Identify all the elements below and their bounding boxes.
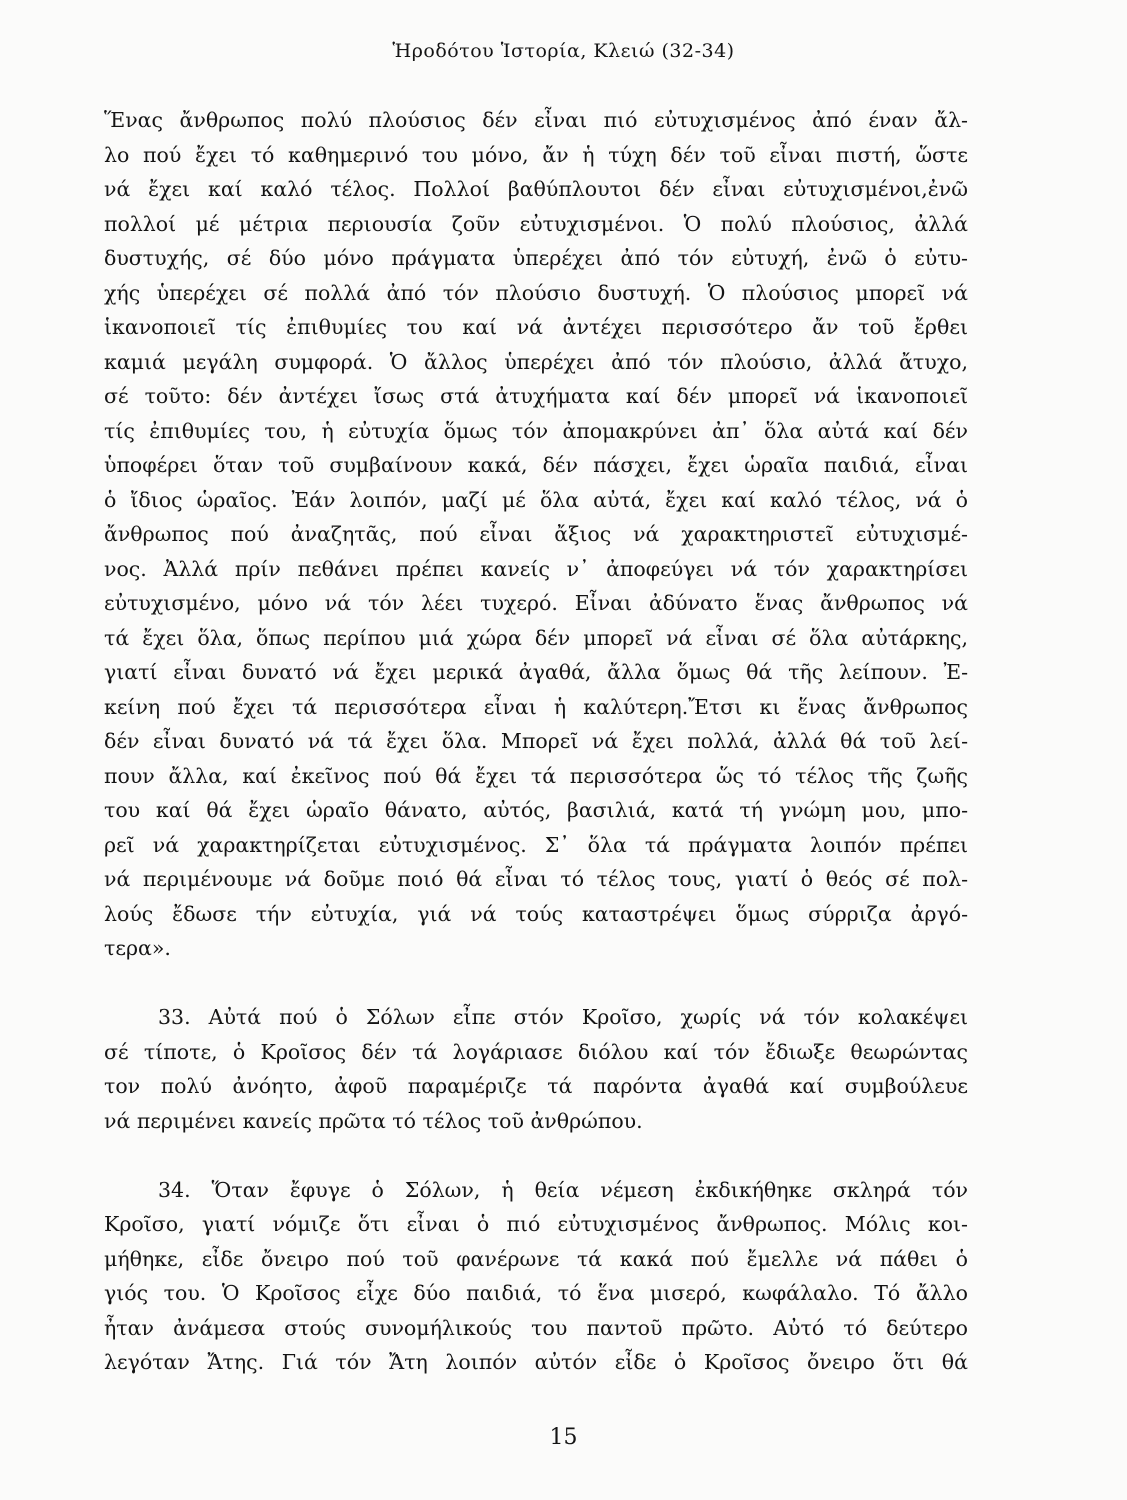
text-line: ὑποφέρει ὅταν τοῦ συμβαίνουν κακά, δέν πάσχει, ἔχει ὡραῖα παιδιά, εἶναι [104, 453, 968, 477]
text-line: Ἕνας ἄνθρωπος πολύ πλούσιος δέν εἶναι πιό εὐτυχισμένος ἀπό έναν ἄλ- [104, 108, 968, 132]
text-line: νος. Ἀλλά πρίν πεθάνει πρέπει κανείς ν᾽ ἀποφεύγει νά τόν χαρακτηρίσει [104, 556, 968, 581]
text-line: γιατί εἶναι δυνατό νά ἔχει μερικά ἀγαθά, ἄλλα ὅμως θά τῆς λείπουν. Ἐ- [104, 660, 968, 684]
text-line: τίς ἐπιθυμίες του, ἡ εὐτυχία ὅμως τόν ἀπομακρύνει ἀπ᾽ ὅλα αὐτά καί δέν [104, 418, 968, 443]
text-line: γιός του. Ὁ Κροῖσος εἶχε δύο παιδιά, τό ἕνα μισερό, κωφάλαλο. Τό ἄλλο [104, 1281, 968, 1305]
text-line: νά ἔχει καί καλό τέλος. Πολλοί βαθύπλουτοι δέν εἶναι εὐτυχισμένοι,ἐνῶ [104, 177, 968, 201]
page-number: 15 [549, 1425, 578, 1450]
text-line: κείνη πού ἔχει τά περισσότερα εἶναι ἡ καλύτερη.Ἔτσι κι ἕνας ἄνθρωπος [104, 694, 968, 719]
text-line: ἦταν ἀνάμεσα στούς συνομήλικούς του παντοῦ πρῶτο. Αὐτό τό δεύτερο [104, 1315, 968, 1340]
text-line: νά περιμένουμε νά δοῦμε ποιό θά εἶναι τό τέλος τους, γιατί ὁ θεός σέ πολ- [104, 867, 968, 891]
text-line: λεγόταν Ἄτης. Γιά τόν Ἄτη λοιπόν αὐτόν εἶδε ὁ Κροῖσος ὄνειρο ὅτι θά [104, 1350, 968, 1374]
text-line: ἱκανοποιεῖ τίς ἐπιθυμίες του καί νά ἀντέχει περισσότερο ἄν τοῦ ἔρθει [104, 315, 968, 339]
text-line: εὐτυχισμένο, μόνο νά τόν λέει τυχερό. Εἶναι ἀδύνατο ἕνας ἄνθρωπος νά [104, 591, 968, 615]
text-line: νά περιμένει κανείς πρῶτα τό τέλος τοῦ ἀνθρώπου. [104, 1108, 643, 1133]
text-line: τερα». [104, 936, 171, 960]
text-line: λο πού ἔχει τό καθημερινό του μόνο, ἄν ἡ τύχη δέν τοῦ εἶναι πιστή, ὥστε [104, 142, 968, 167]
text-line: χής ὑπερέχει σέ πολλά ἀπό τόν πλούσιο δυστυχή. Ὁ πλούσιος μπορεῖ νά [104, 280, 968, 305]
text-line: λούς ἔδωσε τήν εὐτυχία, γιά νά τούς καταστρέψει ὅμως σύρριζα ἀργό- [104, 901, 968, 926]
text-line: 33. Αὐτά πού ὁ Σόλων εἶπε στόν Κροῖσο, χωρίς νά τόν κολακέψει [158, 1005, 968, 1029]
text-line: δυστυχής, σέ δύο μόνο πράγματα ὑπερέχει ἀπό τόν εὐτυχή, ἐνῶ ὁ εὐτυ- [104, 246, 968, 270]
text-line: δέν εἶναι δυνατό νά τά ἔχει ὅλα. Μπορεῖ νά ἔχει πολλά, ἀλλά θά τοῦ λεί- [104, 729, 968, 753]
text-line: του καί θά ἔχει ὡραῖο θάνατο, αὐτός, βασιλιά, κατά τή γνώμη μου, μπο- [104, 798, 968, 822]
text-line: σέ τίποτε, ὁ Κροῖσος δέν τά λογάριασε διόλου καί τόν ἔδιωξε θεωρώντας [104, 1039, 968, 1064]
body-text [104, 103, 968, 1380]
running-head: Ἡροδότου Ἱστορία, Κλειώ (32-34) [392, 40, 735, 62]
text-line: σέ τοῦτο: δέν ἀντέχει ἴσως στά ἀτυχήματα καί δέν μπορεῖ νά ἱκανοποιεῖ [104, 384, 968, 408]
text-line: μήθηκε, εἶδε ὄνειρο πού τοῦ φανέρωνε τά κακά πού ἔμελλε νά πάθει ὁ [104, 1246, 968, 1271]
text-line: Κροῖσο, γιατί νόμιζε ὅτι εἶναι ὁ πιό εὐτυχισμένος ἄνθρωπος. Μόλις κοι- [104, 1212, 968, 1236]
text-line: καμιά μεγάλη συμφορά. Ὁ ἄλλος ὑπερέχει ἀπό τόν πλούσιο, ἀλλά ἄτυχο, [104, 349, 968, 374]
text-line: ὁ ἴδιος ὡραῖος. Ἐάν λοιπόν, μαζί μέ ὅλα αὐτά, ἔχει καί καλό τέλος, νά ὁ [104, 487, 968, 512]
text-line: τον πολύ ἀνόητο, ἀφοῦ παραμέριζε τά παρόντα ἀγαθά καί συμβούλευε [104, 1074, 968, 1098]
text-line: πουν ἄλλα, καί ἐκεῖνος πού θά ἔχει τά περισσότερα ὥς τό τέλος τῆς ζωῆς [104, 763, 968, 788]
text-line: πολλοί μέ μέτρια περιουσία ζοῦν εὐτυχισμένοι. Ὁ πολύ πλούσιος, ἀλλά [104, 211, 968, 236]
text-line: ρεῖ νά χαρακτηρίζεται εὐτυχισμένος. Σ᾽ ὅλα τά πράγματα λοιπόν πρέπει [104, 832, 968, 857]
text-line: ἄνθρωπος πού ἀναζητᾶς, πού εἶναι ἄξιος νά χαρακτηριστεῖ εὐτυχισμέ- [104, 522, 968, 546]
text-line: τά ἔχει ὅλα, ὅπως περίπου μιά χώρα δέν μπορεῖ νά εἶναι σέ ὅλα αὐτάρκης, [104, 625, 968, 650]
text-line: 34. Ὅταν ἔφυγε ὁ Σόλων, ἡ θεία νέμεση ἐκδικήθηκε σκληρά τόν [158, 1177, 968, 1202]
